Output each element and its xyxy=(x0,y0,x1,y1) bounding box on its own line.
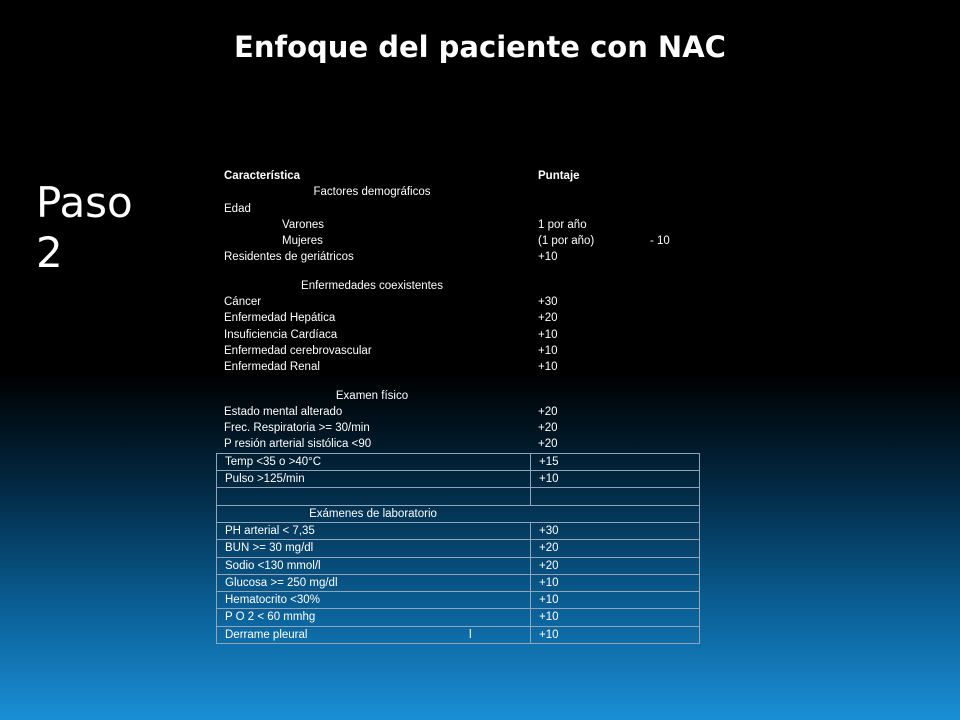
column-divider xyxy=(530,609,531,625)
spacer xyxy=(216,266,700,278)
table-row xyxy=(216,471,700,488)
spacer xyxy=(216,376,700,388)
row-score-adjust: - 10 xyxy=(650,235,670,248)
section-title: Exámenes de laboratorio xyxy=(309,507,437,520)
row-label: Cáncer xyxy=(224,296,262,309)
table-row xyxy=(216,327,700,343)
table-row xyxy=(216,249,700,265)
table-row xyxy=(216,233,700,249)
section-title: Factores demográficos xyxy=(313,186,431,199)
table-row xyxy=(216,523,700,540)
row-score: +10 xyxy=(538,361,558,374)
row-score: +10 xyxy=(539,473,559,486)
column-divider xyxy=(530,627,531,643)
column-divider xyxy=(530,488,531,504)
row-score: (1 por año) xyxy=(538,235,595,248)
row-score: +10 xyxy=(539,594,559,607)
table-row xyxy=(216,343,700,359)
row-label: Enfermedad Renal xyxy=(224,361,320,374)
column-divider xyxy=(530,558,531,574)
row-score: 1 por año xyxy=(538,218,587,231)
table-row xyxy=(216,575,700,592)
row-label: Enfermedad Hepática xyxy=(224,312,336,325)
table-header xyxy=(216,168,700,184)
column-divider xyxy=(530,454,531,470)
section-comorbidities xyxy=(216,278,700,294)
row-label: Derrame pleural xyxy=(225,628,308,641)
table-row xyxy=(216,294,700,310)
row-label: PH arterial < 7,35 xyxy=(225,524,315,537)
section-demographic xyxy=(216,184,700,200)
header-characteristic: Característica xyxy=(224,170,301,182)
table-row xyxy=(216,453,700,471)
page-title: Enfoque del paciente con NAC xyxy=(234,30,726,64)
row-label: BUN >= 30 mg/dl xyxy=(225,542,314,555)
row-score: +10 xyxy=(538,251,558,264)
header-score: Puntaje xyxy=(538,170,580,182)
row-label: P O 2 < 60 mmhg xyxy=(225,611,316,624)
table-row xyxy=(216,627,700,644)
row-label: Pulso >125/min xyxy=(225,473,305,486)
table-row xyxy=(216,404,700,420)
row-score: +30 xyxy=(539,524,559,537)
column-divider xyxy=(530,592,531,608)
section-title: Examen físico xyxy=(335,389,409,402)
column-divider xyxy=(530,575,531,591)
column-divider xyxy=(530,523,531,539)
step-label xyxy=(36,178,133,278)
table-row xyxy=(216,436,700,452)
table-row xyxy=(216,310,700,326)
table-row xyxy=(216,359,700,375)
table-row xyxy=(216,420,700,436)
section-laboratory xyxy=(216,506,700,523)
row-label: Enfermedad cerebrovascular xyxy=(224,344,372,357)
row-score: +10 xyxy=(539,628,559,641)
section-physical-exam xyxy=(216,388,700,404)
row-score: +15 xyxy=(539,455,559,468)
row-score: +10 xyxy=(538,344,558,357)
row-score: +20 xyxy=(538,405,558,418)
row-score: +20 xyxy=(539,559,559,572)
row-label: Frec. Respiratoria >= 30/min xyxy=(224,422,370,435)
row-label: Varones xyxy=(282,218,324,231)
row-label: Insuficiencia Cardíaca xyxy=(224,328,338,341)
table-row xyxy=(216,558,700,575)
row-score: +30 xyxy=(538,296,558,309)
step-number: 2 xyxy=(36,228,63,277)
table-row-empty xyxy=(216,488,700,505)
row-score: +20 xyxy=(538,422,558,435)
row-label: Hematocrito <30% xyxy=(225,594,320,607)
table-row xyxy=(216,592,700,609)
score-table xyxy=(216,168,700,644)
row-label: Edad xyxy=(224,202,251,215)
row-label: Mujeres xyxy=(282,235,323,248)
row-label: P resión arterial sistólica <90 xyxy=(224,438,372,451)
column-divider xyxy=(530,471,531,487)
row-score: +10 xyxy=(539,611,559,624)
row-label: Estado mental alterado xyxy=(224,405,343,418)
table-row xyxy=(216,217,700,233)
row-mark: l xyxy=(469,628,472,641)
row-score: +10 xyxy=(539,576,559,589)
table-row xyxy=(216,540,700,557)
row-label: Temp <35 o >40°C xyxy=(225,455,322,468)
row-score: +10 xyxy=(538,328,558,341)
table-row xyxy=(216,609,700,626)
row-label: Glucosa >= 250 mg/dl xyxy=(225,576,338,589)
row-label: Sodio <130 mmol/l xyxy=(225,559,321,572)
row-score: +20 xyxy=(538,312,558,325)
table-row xyxy=(216,201,700,217)
step-word: Paso xyxy=(36,178,133,227)
section-title: Enfermedades coexistentes xyxy=(301,279,443,292)
row-score: +20 xyxy=(539,542,559,555)
column-divider xyxy=(530,540,531,556)
row-score: +20 xyxy=(538,438,558,451)
row-label: Residentes de geriátricos xyxy=(224,251,354,264)
